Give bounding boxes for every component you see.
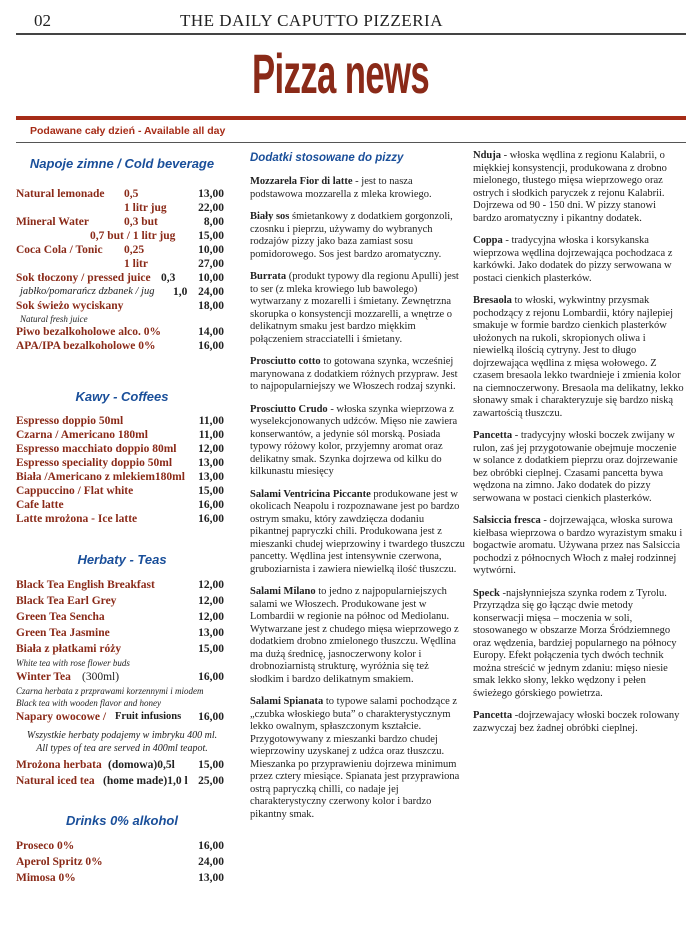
menu-item: 1 litr jug 22,00	[124, 202, 224, 214]
item-note: White tea with rose flower buds	[16, 658, 130, 668]
drinks-heading: Drinks 0% alkohol	[66, 813, 178, 828]
menu-item: Piwo bezalkoholowe alco. 0% 14,00	[16, 326, 224, 338]
topping-entry: Salsiccia fresca - dojrzewająca, włoska surowa kiełbasa wieprzowa o bardzo wyrazistym smaku i bogactwie aromatu. Używana przez nas Salsiccia pochodzi z północnych Włoch z małej rodzinnej wytwórni.	[473, 515, 683, 576]
item-note: Natural fresh juice	[20, 314, 88, 324]
menu-item: Napary owocowe / Fruit infusions 16,00	[16, 711, 224, 723]
menu-item: Proseco 0% 16,00	[16, 840, 224, 852]
menu-item: Cappuccino / Flat white 15,00	[16, 485, 224, 497]
masthead: THE DAILY CAPUTTO PIZZERIA	[180, 11, 443, 30]
section-divider	[16, 142, 686, 143]
toppings-column-2	[473, 150, 686, 745]
menu-item: 1 litr 27,00	[124, 258, 224, 270]
menu-item: Green Tea Sencha 12,00	[16, 611, 224, 623]
menu-item: Natural iced tea (home made)1,0 l 25,00	[16, 775, 224, 787]
item-note: Czarna herbata z przprawami korzennymi i miodem	[16, 686, 204, 696]
menu-item: Sok świeżo wyciskany 18,00	[16, 300, 224, 312]
menu-item: Biała z płatkami róży 15,00	[16, 643, 224, 655]
topping-entry: Pancetta - tradycyjny włoski boczek zwijany w rulon, zaś jej przygotowanie obejmuje moczenie w solance z dodatkiem pieprzu oraz dojrzewanie bez obróbki cieplnej. Czasami pancetta bywa wędzona na zimno. Jako dodatek do pizzy serwowana w postaci cienkich plasterków.	[473, 430, 678, 504]
menu-item: Winter Tea (300ml) 16,00	[16, 671, 224, 683]
menu-item: Black Tea English Breakfast 12,00	[16, 579, 224, 591]
menu-item: Czarna / Americano 180ml 11,00	[16, 429, 224, 441]
top-divider	[16, 33, 686, 35]
menu-item: Sok tłoczony / pressed juice 0,3 10,00	[16, 272, 224, 284]
menu-item: APA/IPA bezalkoholowe 0% 16,00	[16, 340, 224, 352]
menu-item: jabłko/pomarańcz dzbanek / jug 1,0 24,00	[20, 286, 224, 298]
pizza-news-logo: Pizza news	[252, 42, 430, 105]
cold-beverage-heading: Napoje zimne / Cold beverage	[29, 156, 215, 171]
menu-item: Mineral Water 0,3 but 8,00	[16, 216, 224, 228]
toppings-heading: Dodatki stosowane do pizzy	[250, 152, 404, 164]
topping-entry: Prosciutto cotto to gotowana szynka, wcześniej marynowana z dodatkiem różnych przypraw. Jest to najpopularniejszy we Włoszech rodzaj szynki.	[250, 356, 458, 392]
item-note: Black tea with wooden flavor and honey	[16, 698, 161, 708]
topping-entry: Pancetta -dojrzewajacy włoski boczek rolowany zazwyczaj bez żadnej obróbki cieplnej.	[473, 710, 680, 734]
beverage-column	[16, 150, 228, 886]
topping-entry: Biały sos śmietankowy z dodatkiem gorgonzoli, czosnku i pieprzu, używamy do wybranych rodzajów pizzy jako baza zamiast sosu pomidorowego. Sos jest bardzo aromatyczny.	[250, 211, 453, 260]
coffee-heading: Kawy - Coffees	[75, 389, 169, 404]
topping-entry: Prosciutto Crudo - włoska szynka wieprzowa z wyselekcjonowanych udźców. Mięso nie zawiera konserwantów, a jedynie sól morską. Posiada typowy różowy kolor, przyjemny aromat oraz delikatny smak. Szynka dojrzewa od kilku do kilkunastu miesięcy	[250, 403, 458, 477]
topping-entry: Bresaola to włoski, wykwintny przysmak pochodzący z rejonu Lombardii, który najlepiej smakuje w formie bardzo cienkich plasterków ułożonych na rukoli, skropionych oliwa i niewielką ilością cytryny. Jest to długo dojrzewająca wędlina z mięsa wołowego. Z czasem bresaola lekko twardnieje i zmienia kolor na ciemnoczerwony. Bresaola ma delikatny, lekko słonawy smak i charakteryzuje się bardzo niską zawartością tłuszczu.	[473, 295, 684, 419]
tea-serving-note: All types of tea are served in 400ml teapot.	[36, 743, 208, 754]
menu-item: Biała /Americano z mlekiem180ml 13,00	[16, 471, 224, 483]
menu-item: Espresso doppio 50ml 11,00	[16, 415, 224, 427]
menu-item: Green Tea Jasmine 13,00	[16, 627, 224, 639]
topping-entry: Salami Spianata to typowe salami pochodzące z „czubka włoskiego buta” o charakterystycznym lekko owalnym, spłaszczonym kształcie. Przygotowywany z mieszanki bardzo chudej wieprzowiny uzyskanej z udźca oraz tłuszczu. Mieszanka po przyprawieniu dojrzewa minimum przez cztery miesiące. Spianata jest przyprawiona ostrą papryczką chilli, co nadaje jej charakterystyczny czerwony kolor i bardzo pikantny smak.	[250, 696, 460, 820]
menu-item: Mimosa 0% 13,00	[16, 872, 224, 884]
topping-entry: Coppa - tradycyjna włoska i korsykanska wieprzowa wędlina dojrzewająca pochodzaca z karkówki. Jako dodatek do pizzy serwowana w postaci cienkich plasterków.	[473, 235, 673, 284]
topping-entry: Nduja - włoska wędlina z regionu Kalabrii, o miękkiej konsystencji, produkowana z drobno mielonego, tłustego mięsa wieprzowego oraz ostrych i słodkich paryczek z rejonu Kalabrii. Dojrzewa od 90 - 150 dni. W pizzy stanowi bardzo aromatyczny i pikantny dodatek.	[473, 150, 667, 224]
toppings-column	[250, 150, 465, 831]
tea-serving-note: Wszystkie herbaty podajemy w imbryku 400 ml.	[26, 730, 218, 741]
topping-entry: Burrata (produkt typowy dla regionu Apulli) jest to ser (z mleka krowiego lub bawolego) wytwarzany z mozarelli i śmietany. Zewnętrzna skorupka o konsystencji mozzarelli, a wnętrze o delikatnym smaku jest bardzo miękkim połączeniem stracciatelli i śmietany.	[250, 271, 459, 345]
menu-item: Espresso macchiato doppio 80ml 12,00	[16, 443, 224, 455]
topping-entry: Speck -najsłynniejsza szynka rodem z Tyrolu. Przyrządza się go łącząc dwie metody konserwacji mięsa – moczenia w soli, stosowanego w obszarze Morza Śródziemnego oraz wędzenia, bardziej popularnego na północy Europy. Efekt połączenia tych dwóch technik można streścić w jednym zdaniu: mięso niesie smak lekko słony, lekko wędzony i pełen świeżego górskiego powietrza.	[473, 587, 677, 699]
topping-entry: Salami Milano to jedno z najpopularniejszych salami we Włoszech. Produkowane jest w Lombardii w regionie na północ od Mediolanu. Wytwarzane jest z chudego mięsa wieprzowego z dodatkiem drobno zmielonego tłuszczu. Wędlina ma dużą średnicę, jasnoczerwony kolor i drobnoziarnistą strukturę, wyróżnia się też słodkim i bardzo delikatnym smakiem.	[250, 586, 459, 685]
menu-item: Latte mrożona - Ice latte 16,00	[16, 513, 224, 525]
menu-item: 0,7 but / 1 litr jug 15,00	[90, 230, 224, 242]
topping-entry: Mozzarela Fior di latte - jest to nasza podstawowa mozzarella z mleka krowiego.	[250, 176, 432, 200]
menu-item: Espresso speciality doppio 50ml 13,00	[16, 457, 224, 469]
menu-item: Cafe latte 16,00	[16, 499, 224, 511]
menu-item: Coca Cola / Tonic 0,25 10,00	[16, 244, 224, 256]
menu-item: Natural lemonade 0,5 13,00	[16, 188, 224, 200]
page-number: 02	[34, 11, 51, 30]
topping-entry: Salami Ventricina Piccante produkowane jest w okolicach Neapolu i rozpoznawane jest po bardzo ostrym smaku, który zawdzięcza dodaniu pikantnej papryczki chili. Produkowana jest z mieszanki chudej wieprzowiny i twardego tłuszczu pancetty. Wędlina jest intensywnie czerwona, gruboziarnista i zawiera niewielką ilość tłuszczu.	[250, 488, 465, 575]
menu-item: Black Tea Earl Grey 12,00	[16, 595, 224, 607]
red-divider	[16, 116, 686, 120]
tea-heading: Herbaty - Teas	[77, 552, 167, 567]
availability-note: Podawane cały dzień - Available all day	[30, 125, 226, 137]
menu-item: Aperol Spritz 0% 24,00	[16, 856, 224, 868]
menu-item: Mrożona herbata (domowa)0,5l 15,00	[16, 759, 224, 771]
